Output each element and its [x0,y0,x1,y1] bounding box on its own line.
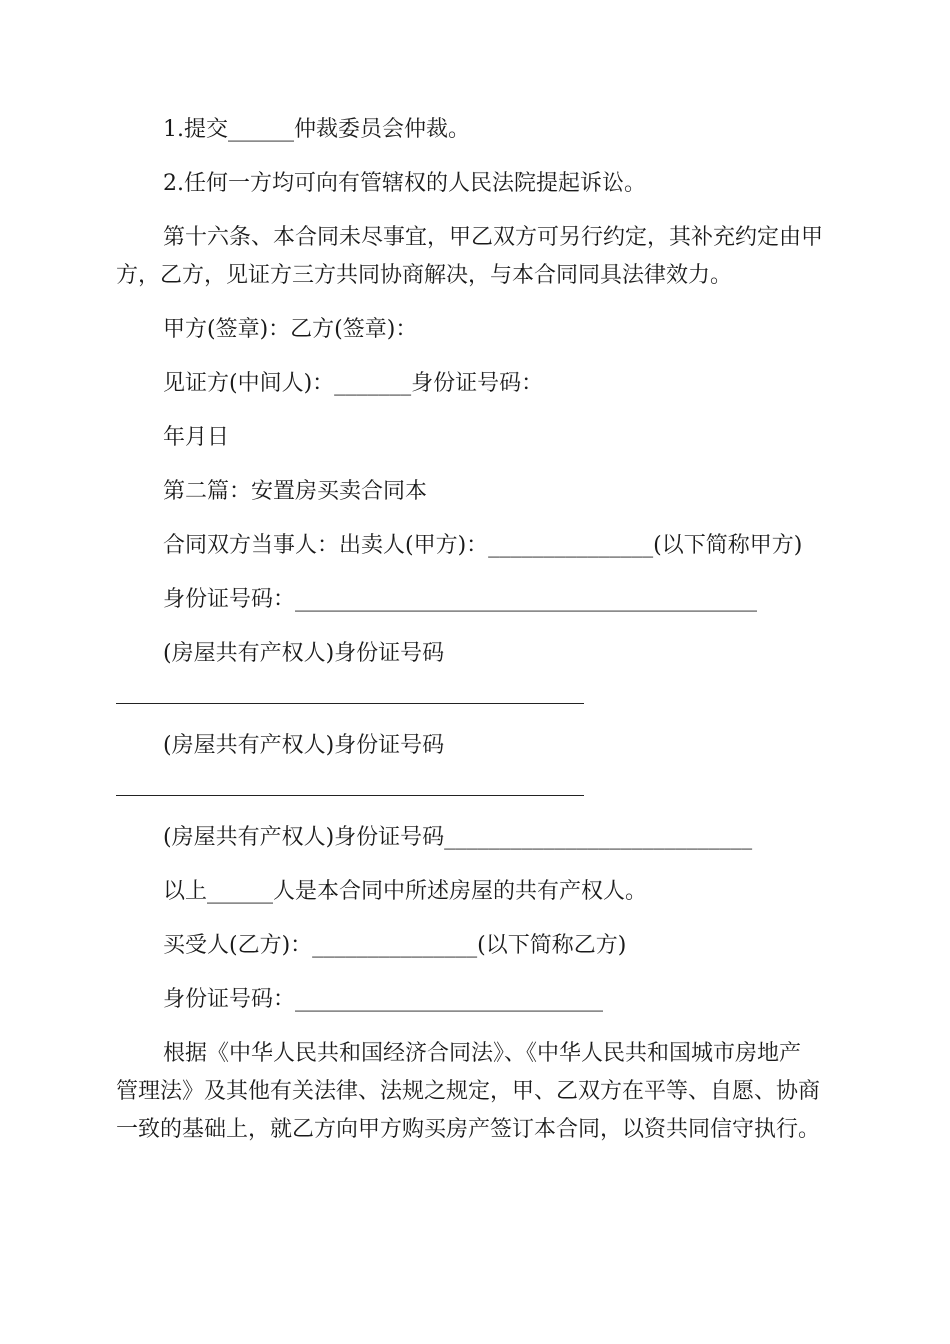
article-16-line-1: 第十六条、本合同未尽事宜，甲乙双方可另行约定，其补充约定由甲 [163,225,824,250]
signature-line: 甲方(签章)：乙方(签章)： [163,317,418,342]
witness-line: 见证方(中间人)：_______身份证号码： [163,371,544,396]
basis-line-3: 一致的基础上，就乙方向甲方购买房产签订本合同，以资共同信守执行。 [116,1117,821,1142]
co-owner-1-blank [116,703,584,704]
co-owner-line-3: (房屋共有产权人)身份证号码____________________________ [163,825,753,850]
basis-line-2: 管理法》及其他有关法律、法规之规定，甲、乙双方在平等、自愿、协商 [116,1079,821,1104]
co-owner-2-blank [116,795,584,796]
seller-id-line: 身份证号码：__________________________________________ [163,587,758,612]
date-line: 年月日 [163,425,230,450]
co-owners-count-line: 以上______人是本合同中所述房屋的共有产权人。 [163,879,648,904]
buyer-id-line: 身份证号码：____________________________ [163,987,604,1012]
article-16-line-2: 方，乙方，见证方三方共同协商解决，与本合同同具法律效力。 [116,263,733,288]
seller-line: 合同双方当事人：出卖人(甲方)：_______________(以下简称甲方) [163,533,803,558]
co-owner-line-2: (房屋共有产权人)身份证号码 [163,733,445,758]
litigation-clause: 2.任何一方均可向有管辖权的人民法院提起诉讼。 [163,171,646,196]
arbitration-clause: 1.提交______仲裁委员会仲裁。 [163,117,470,142]
co-owner-line-1: (房屋共有产权人)身份证号码 [163,641,445,666]
buyer-line: 买受人(乙方)：_______________(以下简称乙方) [163,933,627,958]
section-heading: 第二篇：安置房买卖合同本 [163,479,428,504]
basis-line-1: 根据《中华人民共和国经济合同法》、《中华人民共和国城市房地产 [163,1041,802,1066]
